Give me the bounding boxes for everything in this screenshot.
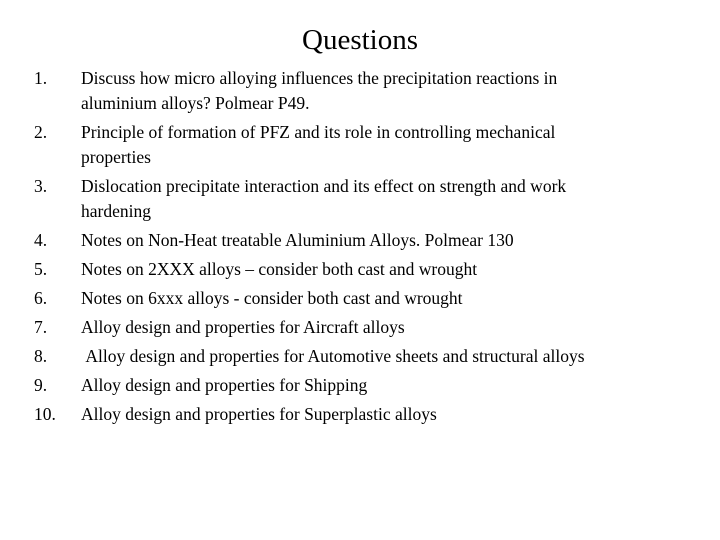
question-item (34, 373, 714, 398)
question-text (81, 344, 714, 369)
question-text (81, 402, 714, 427)
question-text-line: properties (81, 147, 151, 167)
question-number: 8. (34, 346, 48, 366)
question-item (34, 257, 714, 282)
question-number: 5. (34, 259, 48, 279)
question-item (34, 66, 714, 116)
question-text-line: Notes on 2XXX alloys – consider both cast and wrought (81, 259, 478, 279)
question-item (34, 120, 714, 170)
question-item (34, 174, 714, 224)
question-item (34, 344, 714, 369)
question-text-line: Alloy design and properties for Aircraft alloys (81, 317, 405, 337)
question-text-line: Alloy design and properties for Automotive sheets and structural alloys (81, 346, 585, 366)
questions-list (34, 66, 714, 431)
question-text-line: Principle of formation of PFZ and its role in controlling mechanical (81, 122, 556, 142)
question-text (81, 120, 714, 170)
question-text (81, 315, 714, 340)
question-text-line: Discuss how micro alloying influences the precipitation reactions in (81, 68, 558, 88)
question-number: 1. (34, 68, 48, 88)
question-number: 10. (34, 404, 56, 424)
question-text-line: Notes on 6xxx alloys - consider both cast and wrought (81, 288, 463, 308)
question-number: 4. (34, 230, 48, 250)
question-text-line: Alloy design and properties for Shipping (81, 375, 368, 395)
question-text (81, 373, 714, 398)
question-number: 2. (34, 122, 48, 142)
question-text-line: Alloy design and properties for Superplastic alloys (81, 404, 437, 424)
question-number: 3. (34, 176, 48, 196)
question-number: 6. (34, 288, 48, 308)
question-text-line: Dislocation precipitate interaction and its effect on strength and work (81, 176, 567, 196)
question-text (81, 257, 714, 282)
question-number: 7. (34, 317, 48, 337)
question-item (34, 315, 714, 340)
question-text (81, 174, 714, 224)
question-number: 9. (34, 375, 48, 395)
slide-title: Questions (302, 24, 418, 56)
question-item (34, 402, 714, 427)
question-item (34, 228, 714, 253)
question-text-line: aluminium alloys? Polmear P49. (81, 93, 310, 113)
question-text (81, 66, 714, 116)
question-item (34, 286, 714, 311)
question-text (81, 228, 714, 253)
question-text-line: hardening (81, 201, 151, 221)
question-text-line: Notes on Non-Heat treatable Aluminium Alloys. Polmear 130 (81, 230, 514, 250)
question-text (81, 286, 714, 311)
